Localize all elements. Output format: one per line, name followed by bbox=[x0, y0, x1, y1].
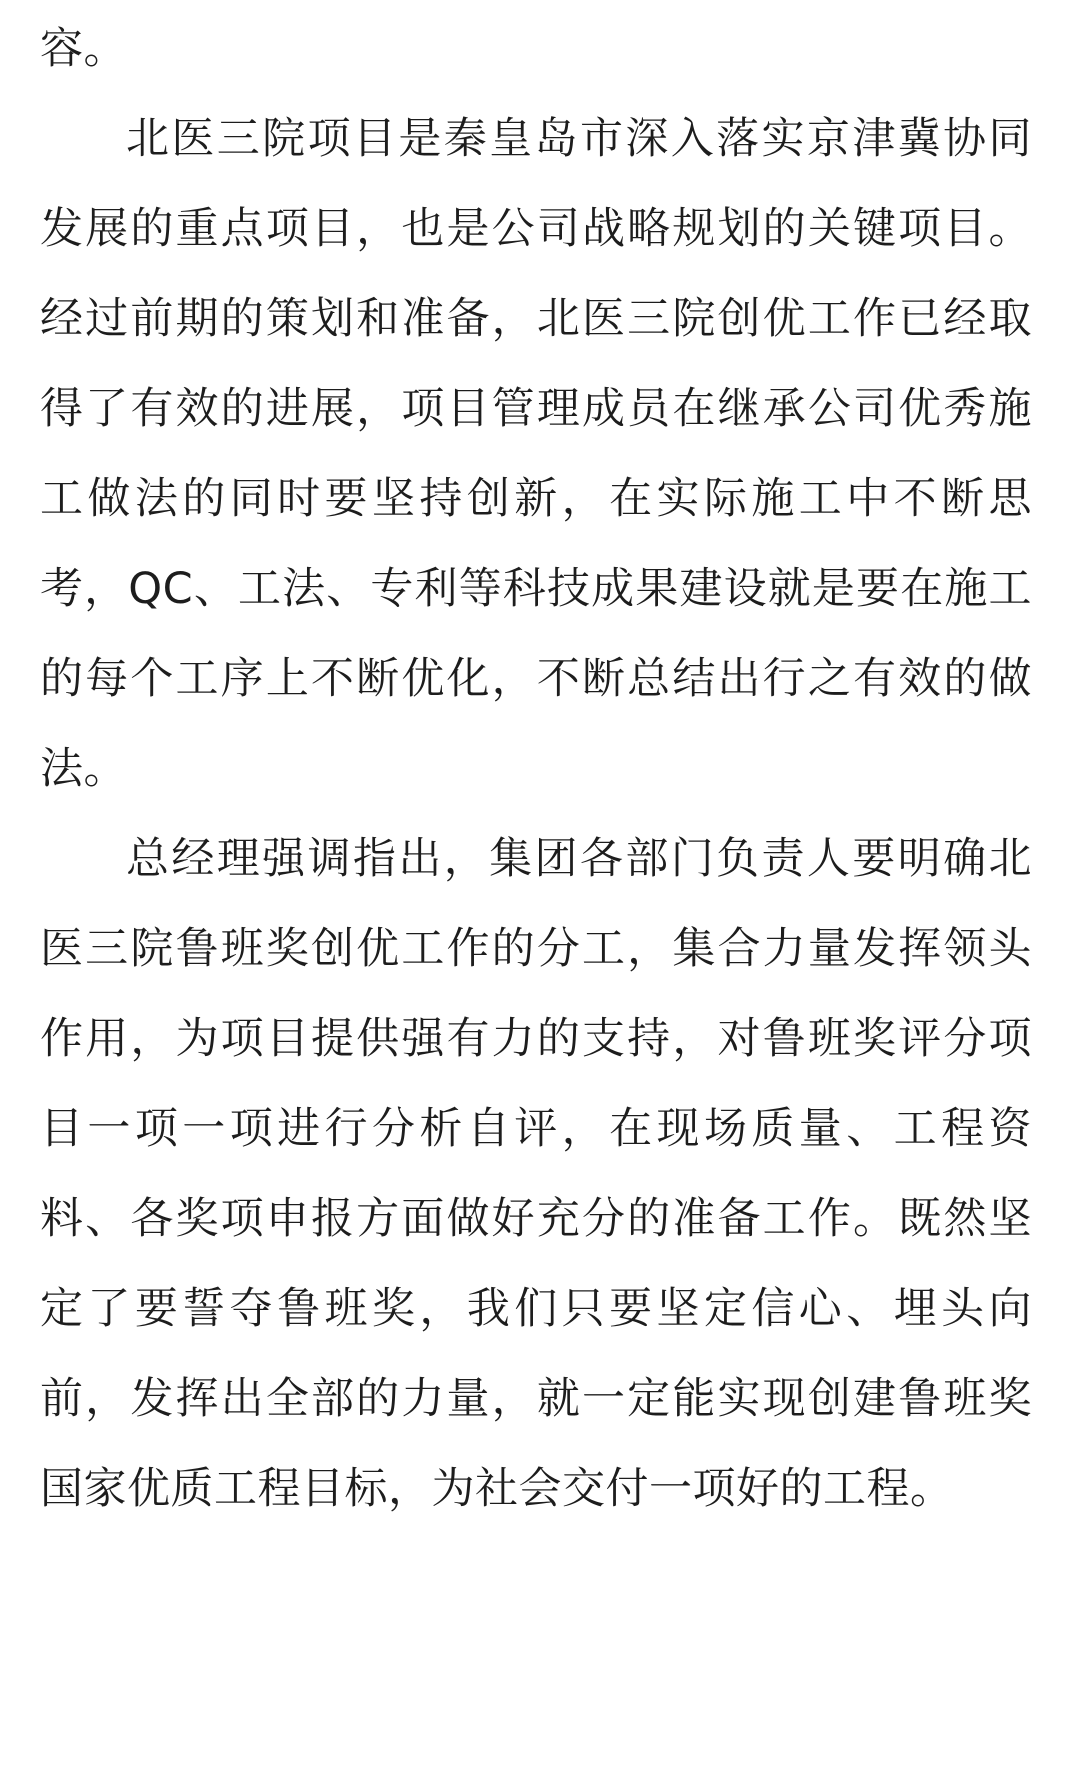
paragraph-continuation: 容。 bbox=[40, 24, 127, 74]
document-body bbox=[40, 0, 1032, 1534]
paragraph-project-overview: 北医三院项目是秦皇岛市深入落实京津冀协同发展的重点项目，也是公司战略规划的关键项目。经过前期的策划和准备，北医三院创优工作已经取得了有效的进展，项目管理成员在继承公司优秀施工做法的同时要坚持创新，在实际施工中不断思考，QC、工法、专利等科技成果建设就是要在施工的每个工序上不断优化，不断总结出行之有效的做法。 bbox=[40, 114, 1032, 794]
paragraph-general-manager: 总经理强调指出，集团各部门负责人要明确北医三院鲁班奖创优工作的分工，集合力量发挥领头作用，为项目提供强有力的支持，对鲁班奖评分项目一项一项进行分析自评，在现场质量、工程资料、各奖项申报方面做好充分的准备工作。既然坚定了要誓夺鲁班奖，我们只要坚定信心、埋头向前，发挥出全部的力量，就一定能实现创建鲁班奖国家优质工程目标，为社会交付一项好的工程。 bbox=[40, 834, 1032, 1514]
